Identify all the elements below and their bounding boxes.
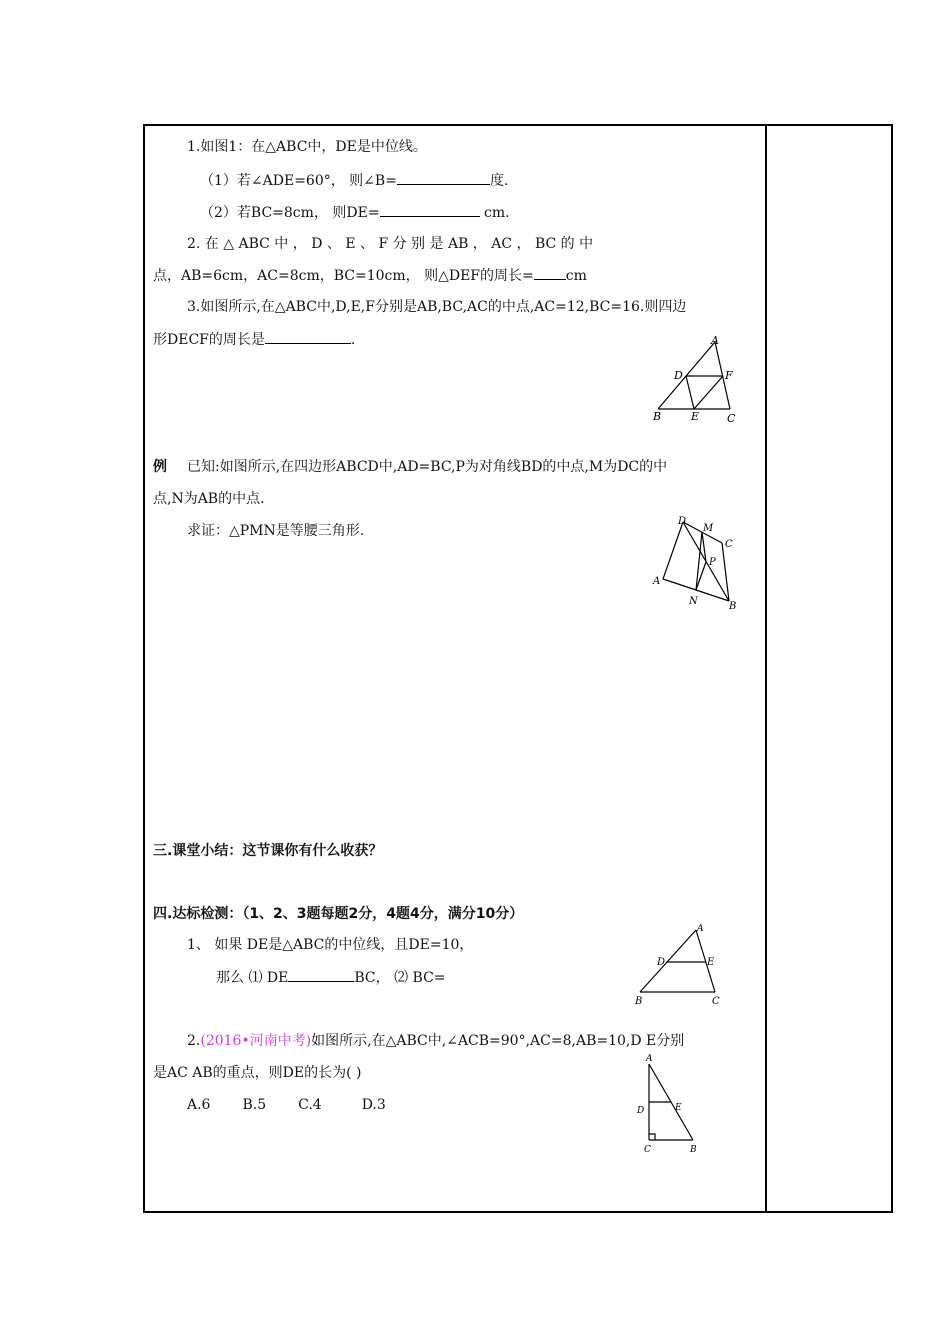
q3-label-b: B [653,410,662,423]
s4-p1-label-d: D [657,957,666,968]
column-divider [765,124,767,1213]
s4-p2-source: (2016•河南中考) [200,1033,312,1049]
section4-title: 四.达标检测：（1、2、3题每题2分，4题4分，满分10分） [153,906,524,922]
s4-p1-label-e: E [707,957,715,968]
s4-p2-text1: 如图所示,在△ABC中,∠ACB=90°,AC=8,AB=10,D E分别 [311,1033,685,1049]
example-label-b: B [729,601,737,612]
option-c[interactable]: C.4 [298,1097,322,1113]
q1-sub1 [200,171,508,190]
q1-sub2-post: cm. [479,205,510,221]
example-label-d: D [678,516,687,527]
s4-p1-line2 [216,968,446,987]
q3-blank[interactable] [265,330,351,344]
q1-sub1-blank[interactable] [397,171,490,185]
example-label-p: P [709,557,716,568]
q3-label-f: F [725,369,733,382]
section3-title: 三.课堂小结：这节课你有什么收获？ [153,843,383,859]
s4-p2-line1 [187,1032,684,1050]
q3-line2-pre: 形DECF的周长是 [153,332,265,348]
q3-line2 [153,330,355,349]
example-line2: 点,N为AB的中点. [153,491,265,507]
q2-line2 [153,266,587,285]
example-quadrilateral-figure [645,512,750,617]
q3-line1: 3.如图所示,在△ABC中,D,E,F分别是AB,BC,AC的中点,AC=12,BC=16.则四边 [187,299,687,315]
q2-blank[interactable] [534,266,566,280]
s4-p2-num: 2. [187,1033,201,1049]
example-label-n: N [689,596,698,607]
q1-intro: 1.如图1：在△ABC中，DE是中位线。 [187,139,427,155]
s4-p2-label-b: B [690,1145,697,1155]
example-label-c: C [725,539,733,550]
s4-p2-label-e: E [675,1103,682,1113]
option-b[interactable]: B.5 [242,1097,267,1113]
q1-sub1-post: 度. [489,173,509,189]
option-a[interactable]: A.6 [187,1097,211,1113]
example-label-a: A [653,576,661,587]
option-d[interactable]: D.3 [361,1097,386,1113]
s4-p1-triangle-figure [630,922,725,1007]
s4-p2-right-triangle-figure [630,1050,710,1160]
q2-line2-post: cm [565,268,587,284]
q2-line1: 2. 在 △ ABC 中 ， D 、 E 、 F 分 别 是 AB ， AC ， BC 的 中 [187,236,594,252]
q3-label-c: C [727,412,736,425]
example-line1: 已知:如图所示,在四边形ABCD中,AD=BC,P为对角线BD的中点,M为DC的中 [187,459,668,475]
s4-p2-options [187,1096,386,1114]
q3-line2-post: . [350,332,356,348]
q1-sub2-blank[interactable] [380,203,480,217]
q2-line2-pre: 点，AB=6cm，AC=8cm，BC=10cm， 则△DEF的周长= [153,268,534,284]
q1-sub2 [200,203,510,222]
s4-p2-label-c: C [644,1145,651,1155]
s4-p1-blank[interactable] [288,968,354,982]
s4-p1-label-b: B [635,996,643,1007]
q3-triangle-figure [645,332,750,427]
s4-p2-line2: 是AC AB的重点，则DE的长为( ) [153,1065,362,1081]
q3-label-e: E [691,410,700,423]
q1-sub2-pre: （2）若BC=8cm， 则DE= [200,205,380,221]
s4-p2-label-a: A [646,1054,653,1064]
q3-label-a: A [711,334,719,347]
s4-p1-line1: 1、 如果 DE是△ABC的中位线，且DE=10， [187,937,474,953]
s4-p1-line2-mid: BC， ⑵ BC= [354,970,446,986]
example-label-m: M [703,523,714,534]
example-label: 例 [153,459,167,475]
example-prove: 求证：△PMN是等腰三角形. [187,523,365,539]
q1-sub1-pre: （1）若∠ADE=60°， 则∠B= [200,173,397,189]
s4-p1-label-c: C [712,996,720,1007]
s4-p1-label-a: A [697,924,704,934]
s4-p1-line2-pre: 那么 ⑴ DE [216,970,289,986]
s4-p2-label-d: D [637,1106,645,1116]
q3-label-d: D [674,369,683,382]
